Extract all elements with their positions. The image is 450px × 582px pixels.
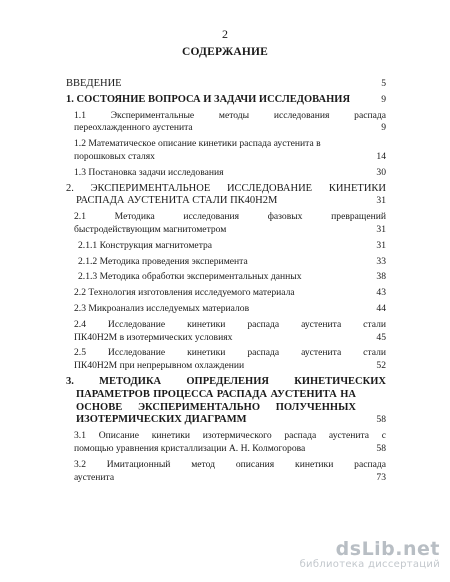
toc-entry-2-5[interactable] [66,347,386,373]
toc-entry-page: 14 [376,150,386,162]
toc-entry-label-cont: ОСНОВЕ ЭКСПЕРИМЕНТАЛЬНО ПОЛУЧЕННЫХ [76,401,356,413]
toc-entry-page: 9 [381,93,386,105]
watermark-logo: dsLib.net [335,538,440,560]
toc-entry-page: 33 [376,255,386,267]
toc-entry-label-cont: ИЗОТЕРМИЧЕСКИХ ДИАГРАММ [76,414,247,426]
toc-entry-label-cont: переохлажденного аустенита [74,122,193,134]
toc-entry-label-cont: ПК40Н2М при непрерывном охлаждении [74,360,245,372]
toc-entry-page: 31 [376,239,386,251]
toc-entry-label: 2. ЭКСПЕРИМЕНТАЛЬНОЕ ИССЛЕДОВАНИЕ КИНЕТИКИ [66,182,386,194]
toc-entry-label: 3. МЕТОДИКА ОПРЕДЕЛЕНИЯ КИНЕТИЧЕСКИХ [66,375,386,387]
toc-entry-page: 44 [376,302,386,314]
toc-entry-label-cont: помощью уравнения кристаллизации А. Н. Колмогорова [74,442,306,454]
toc-entry-chapter-3[interactable] [66,376,386,427]
toc-entry-label: 1.3 Постановка задачи исследования [74,166,224,178]
watermark-subtitle: библиотека диссертаций [299,559,440,570]
toc-entry-label-cont: ПК40Н2М в изотермических условиях [74,331,233,343]
toc-entry-2-4[interactable] [66,319,386,345]
toc-entry-label: 1. СОСТОЯНИЕ ВОПРОСА И ЗАДАЧИ ИССЛЕДОВАНИЯ [66,93,351,105]
toc-entry-label-cont: порошковых сталях [74,150,155,162]
toc-entry-page: 38 [376,271,386,283]
toc-entry-3-1[interactable] [66,430,386,456]
page-title: СОДЕРЖАНИЕ [181,46,269,58]
toc-entry-page: 58 [376,442,386,454]
toc-entry-label: 2.1 Методика исследования фазовых превращений [74,211,386,223]
toc-entry-label: 1.2 Математическое описание кинетики распада аустенита в [74,138,321,150]
toc-entry-page: 43 [376,287,386,299]
toc-entry-label: 2.5 Исследование кинетики распада аустенита стали [74,347,386,359]
toc-entry-1-3[interactable] [66,167,386,180]
watermark [300,538,440,570]
toc-entry-3-2[interactable] [66,459,386,485]
toc-entry-page: 9 [381,122,386,134]
toc-entry-page: 73 [376,471,386,483]
toc-entry-page: 45 [376,331,386,343]
toc-entry-label: 2.4 Исследование кинетики распада аустенита стали [74,318,386,330]
toc-entry-2-1-3[interactable] [66,271,386,284]
toc-entry-label: 2.3 Микроанализ исследуемых материалов [74,302,250,314]
toc-entry-1-2[interactable] [66,138,386,164]
toc-entry-2-1[interactable] [66,211,386,237]
toc-entry-chapter-1[interactable] [66,94,386,107]
toc-entry-label-cont: ПАРАМЕТРОВ ПРОЦЕССА РАСПАДА АУСТЕНИТА НА [76,388,356,400]
toc-entry-2-1-1[interactable] [66,240,386,253]
toc-entry-label: 1.1 Экспериментальные методы исследования распада [74,109,386,121]
toc-entry-2-1-2[interactable] [66,256,386,269]
toc-entry-page: 30 [376,166,386,178]
toc-entry-chapter-2[interactable] [66,183,386,209]
toc-entry-label: 3.1 Описание кинетики изотермического распада аустенита с [74,430,386,442]
toc-entry-2-2[interactable] [66,287,386,300]
toc-entry-label: 3.2 Имитационный метод описания кинетики распада [74,458,386,470]
toc-entry-page: 58 [376,414,386,426]
toc-entry-page: 31 [376,195,386,207]
toc-entry-label: 2.1.1 Конструкция магнитометра [78,239,213,251]
toc-entry-label: 2.1.3 Методика обработки экспериментальных данных [78,271,302,283]
table-of-contents [66,78,386,487]
toc-entry-page: 31 [376,223,386,235]
toc-entry-label-cont: быстродействующим магнитометром [74,223,227,235]
toc-entry-page: 52 [376,360,386,372]
page-number: 2 [222,27,228,41]
toc-entry-2-3[interactable] [66,303,386,316]
toc-entry-label: 2.2 Технология изготовления исследуемого материала [74,287,295,299]
toc-entry-label-cont: аустенита [74,471,115,483]
toc-entry-introduction[interactable] [66,78,386,91]
toc-entry-label: 2.1.2 Методика проведения эксперимента [78,255,248,267]
toc-entry-label-cont: РАСПАДА АУСТЕНИТА СТАЛИ ПК40Н2М [76,195,278,207]
toc-entry-page: 5 [381,78,386,89]
toc-entry-label: ВВЕДЕНИЕ [66,78,122,89]
toc-entry-1-1[interactable] [66,110,386,136]
